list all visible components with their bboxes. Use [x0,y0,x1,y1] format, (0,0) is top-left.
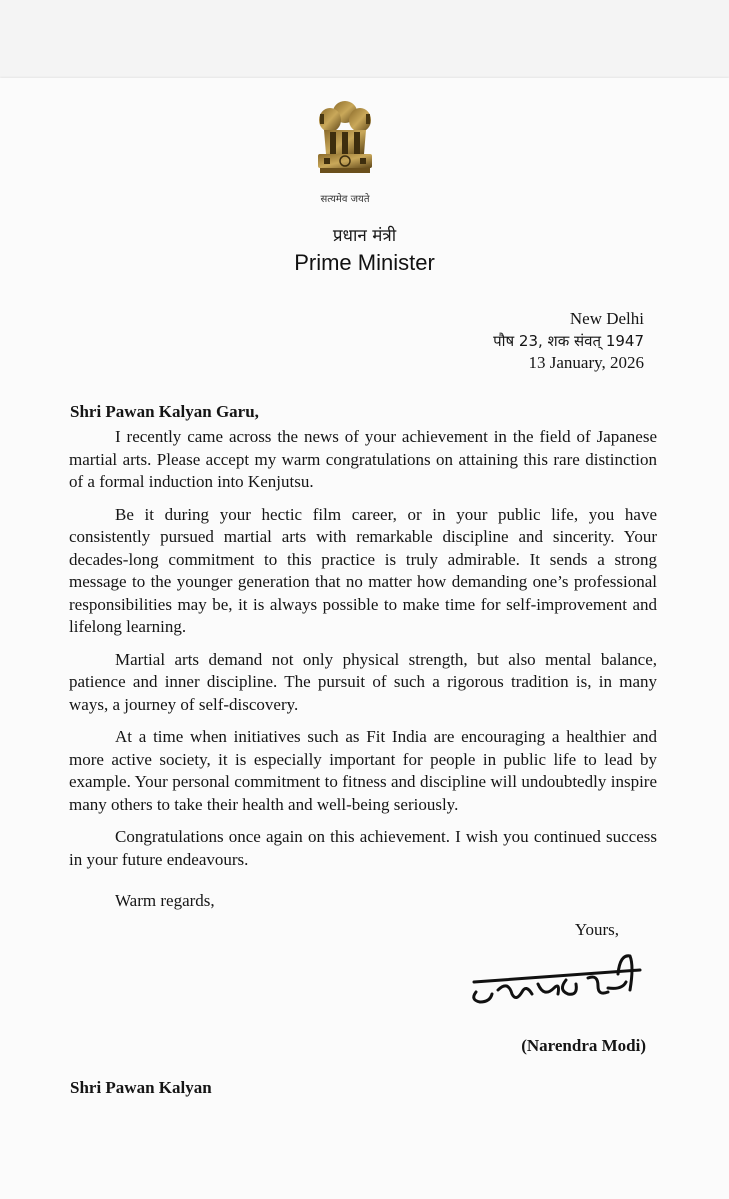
letter-date-hindi: पौष 23, शक संवत् 1947 [493,332,644,350]
emblem-motto: सत्यमेव जयते [320,194,370,205]
letterhead-title-english: Prime Minister [294,250,435,275]
body-paragraph: Martial arts demand not only physical strength, but also mental balance, patience and inner discipline. The pursuit of such a rigorous tradition is, in many ways, a journey of self-discovery. [69,649,657,714]
closing-yours: Yours, [574,920,619,939]
page-top-margin [0,0,729,78]
letterhead-title-hindi: प्रधान मंत्री [332,226,397,246]
letter-date: 13 January, 2026 [528,353,644,372]
handwritten-signature [468,940,648,1030]
letter-sheet [0,78,729,1199]
body-paragraph: Be it during your hectic film career, or in your public life, you have consistently pursued martial arts with remarkable discipline and sincerity. Your decades-long commitment to this practice is truly admirable. It sends a strong message to the younger generation that no matter how demanding one’s professional responsibilities may be, it is always possible to make time for self-improvement and lifelong learning. [69,504,657,636]
body-paragraph: I recently came across the news of your achievement in the field of Japanese martial arts. Please accept my warm congratulations on attaining this rare distinction of a formal induction into Kenjutsu. [69,427,657,491]
place-date-block [493,308,644,374]
letter-body [69,426,657,881]
closing-regards: Warm regards, [115,891,215,910]
signer-name: (Narendra Modi) [521,1036,646,1055]
salutation: Shri Pawan Kalyan Garu, [70,402,259,421]
body-paragraph: At a time when initiatives such as Fit India are encouraging a healthier and more active society, it is especially important for people in public life to lead by example. Your personal commitment to fitness and discipline will undoubtedly inspire many others to take their health and well-being seriously. [69,727,657,814]
addressee-name: Shri Pawan Kalyan [70,1078,212,1097]
body-paragraph: Congratulations once again on this achievement. I wish you continued success in your future endeavours. [69,827,657,869]
letter-place: New Delhi [569,309,644,328]
